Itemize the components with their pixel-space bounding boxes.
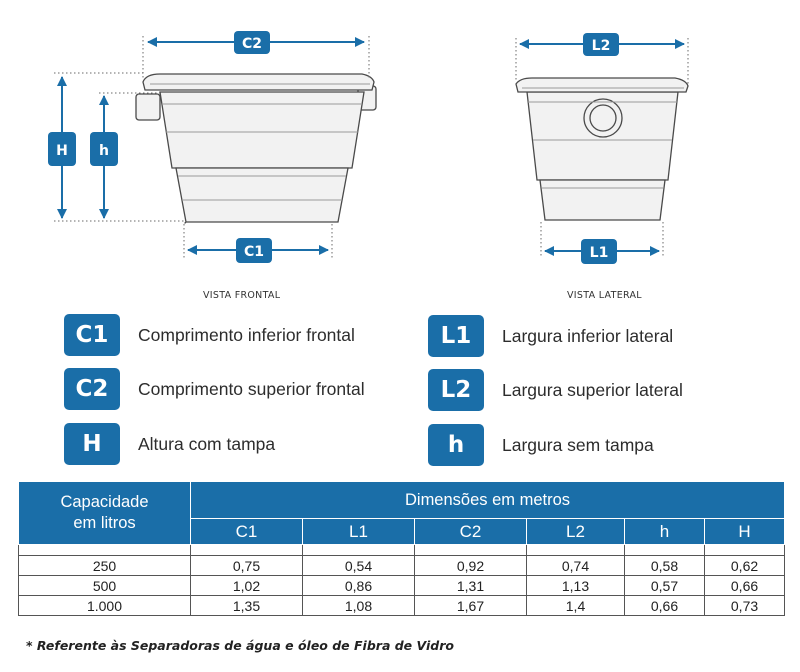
column-header-c2: C2 (415, 519, 527, 545)
c1-tag-label: C1 (243, 244, 265, 260)
column-header-h: h (625, 519, 705, 545)
footnote (26, 638, 454, 653)
column-header-l1: L1 (303, 519, 415, 545)
table-cell: 0,75 (191, 556, 303, 576)
table-cell: 0,62 (705, 556, 785, 576)
legend-text-c1: Comprimento inferior frontal (138, 324, 355, 345)
table-cell: 0,54 (303, 556, 415, 576)
table-cell: 0,92 (415, 556, 527, 576)
table-cell: 0,73 (705, 596, 785, 616)
table-cell: 0,74 (527, 556, 625, 576)
table-row (19, 556, 785, 576)
legend-badge-l2: L2 (428, 369, 484, 411)
dimensions-table (18, 481, 785, 616)
H-tag-label: H (56, 143, 68, 159)
capacity-cell: 1.000 (19, 596, 191, 616)
table-cell: 0,58 (625, 556, 705, 576)
table-cell: 1,67 (415, 596, 527, 616)
legend-badge-c2: C2 (64, 368, 120, 410)
legend-badge-l1: L1 (428, 315, 484, 357)
legend-text-H: Altura com tampa (138, 433, 276, 454)
legend-item-l1 (428, 315, 673, 357)
l1-tag-label: L1 (589, 245, 609, 261)
column-header-c1: C1 (191, 519, 303, 545)
table-cell: 1,31 (415, 576, 527, 596)
legend-text-h: Largura sem tampa (502, 434, 654, 455)
column-header-l2: L2 (527, 519, 625, 545)
legend-text-c2: Comprimento superior frontal (138, 378, 365, 399)
footnote-asterisk: * (26, 638, 33, 653)
c2-tag-label: C2 (241, 36, 263, 52)
table-row (19, 576, 785, 596)
capacity-cell: 500 (19, 576, 191, 596)
table-cell: 1,4 (527, 596, 625, 616)
footnote-text: Referente às Separadoras de água e óleo de Fibra de Vidro (36, 638, 454, 653)
table-cell: 1,13 (527, 576, 625, 596)
front-view-caption: VISTA FRONTAL (203, 290, 281, 301)
dimensions-header: Dimensões em metros (191, 482, 785, 519)
legend-text-l1: Largura inferior lateral (502, 325, 674, 346)
legend-text-l2: Largura superior lateral (502, 379, 683, 400)
table-row (19, 596, 785, 616)
table-cell: 0,57 (625, 576, 705, 596)
column-header-H: H (705, 519, 785, 545)
side-view-tank (516, 78, 688, 220)
table-spacer-row (19, 545, 785, 556)
capacity-cell: 250 (19, 556, 191, 576)
table-cell: 0,86 (303, 576, 415, 596)
table-cell: 0,66 (705, 576, 785, 596)
legend-badge-h: h (428, 424, 484, 466)
table-cell: 0,66 (625, 596, 705, 616)
legend-badge-H: H (64, 423, 120, 465)
side-view-caption: VISTA LATERAL (567, 290, 642, 301)
table-cell: 1,08 (303, 596, 415, 616)
table-cell: 1,02 (191, 576, 303, 596)
legend-item-c1 (64, 314, 355, 356)
l2-tag-label: L2 (591, 38, 611, 54)
legend-item-l2 (428, 369, 683, 411)
capacity-header: Capacidade em litros (19, 482, 191, 545)
h-tag-label: h (99, 143, 109, 159)
legend-item-h (428, 424, 654, 466)
legend-item-c2 (64, 368, 365, 410)
legend-badge-c1: C1 (64, 314, 120, 356)
legend-item-H (64, 423, 275, 465)
front-view-tank (136, 74, 376, 223)
table-cell: 1,35 (191, 596, 303, 616)
